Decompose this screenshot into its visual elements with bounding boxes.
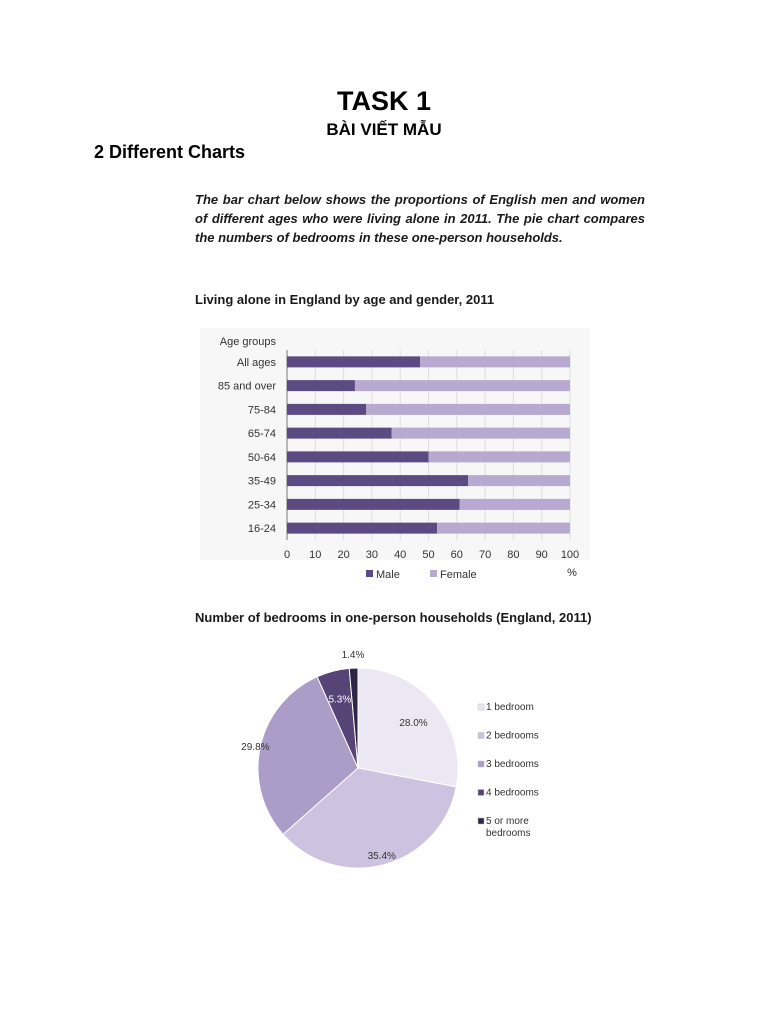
pie-value-label: 29.8% — [241, 741, 270, 753]
pie-value-label: 1.4% — [341, 650, 365, 662]
x-tick-label: 70 — [478, 549, 492, 561]
category-label: 35-49 — [247, 475, 276, 488]
section-title: 2 Different Charts — [94, 142, 246, 162]
pie-chart-title: Number of bedrooms in one-person households (England, 2011) — [195, 610, 592, 625]
legend-label: 1 bedroom — [486, 702, 534, 713]
bar-chart-title: Living alone in England by age and gender, 2011 — [195, 292, 495, 307]
category-label: 65-74 — [247, 428, 276, 441]
pie-value-label: 5.3% — [328, 694, 352, 706]
category-label: 50-64 — [247, 451, 276, 464]
legend-label: 5 or more bedrooms — [486, 816, 531, 839]
legend-label-male: Male — [376, 569, 400, 581]
x-axis-unit: % — [567, 567, 577, 579]
legend-swatch — [478, 790, 484, 796]
x-tick-label: 50 — [422, 549, 435, 561]
category-label: 85 and over — [217, 380, 276, 393]
x-tick-label: 10 — [309, 549, 322, 561]
category-label: All ages — [236, 356, 276, 369]
legend-label: 2 bedrooms — [486, 730, 539, 742]
x-tick-label: 0 — [283, 549, 291, 561]
x-tick-label: 20 — [337, 549, 350, 561]
x-tick-label: 90 — [535, 549, 548, 561]
legend-swatch — [478, 761, 484, 767]
task-prompt: The bar chart below shows the proportions of English men and women of different ages who were living alone in 2011. The pie chart compares the numbers of bedrooms in these one-person households. — [195, 192, 645, 245]
legend-swatch — [478, 818, 484, 824]
legend-label: 3 bedrooms — [486, 759, 539, 770]
legend-swatch — [478, 733, 484, 739]
categories-label: Age groups — [219, 336, 276, 348]
pie-value-label: 28.0% — [399, 718, 428, 730]
category-label: 16-24 — [247, 523, 276, 536]
category-label: 25-34 — [247, 499, 276, 512]
category-label: 75-84 — [247, 404, 276, 417]
x-tick-label: 100 — [560, 549, 580, 561]
x-tick-label: 40 — [394, 549, 407, 561]
pie-value-label: 35.4% — [367, 850, 396, 862]
legend-label-female: Female — [440, 569, 477, 581]
x-tick-label: 60 — [450, 549, 463, 561]
x-tick-label: 80 — [507, 549, 520, 561]
legend-swatch — [478, 704, 484, 710]
legend-label: 4 bedrooms — [486, 787, 539, 799]
page-title: TASK 1 — [336, 86, 431, 116]
x-tick-label: 30 — [365, 549, 379, 561]
page-subtitle: BÀI VIẾT MẪU — [326, 120, 442, 139]
